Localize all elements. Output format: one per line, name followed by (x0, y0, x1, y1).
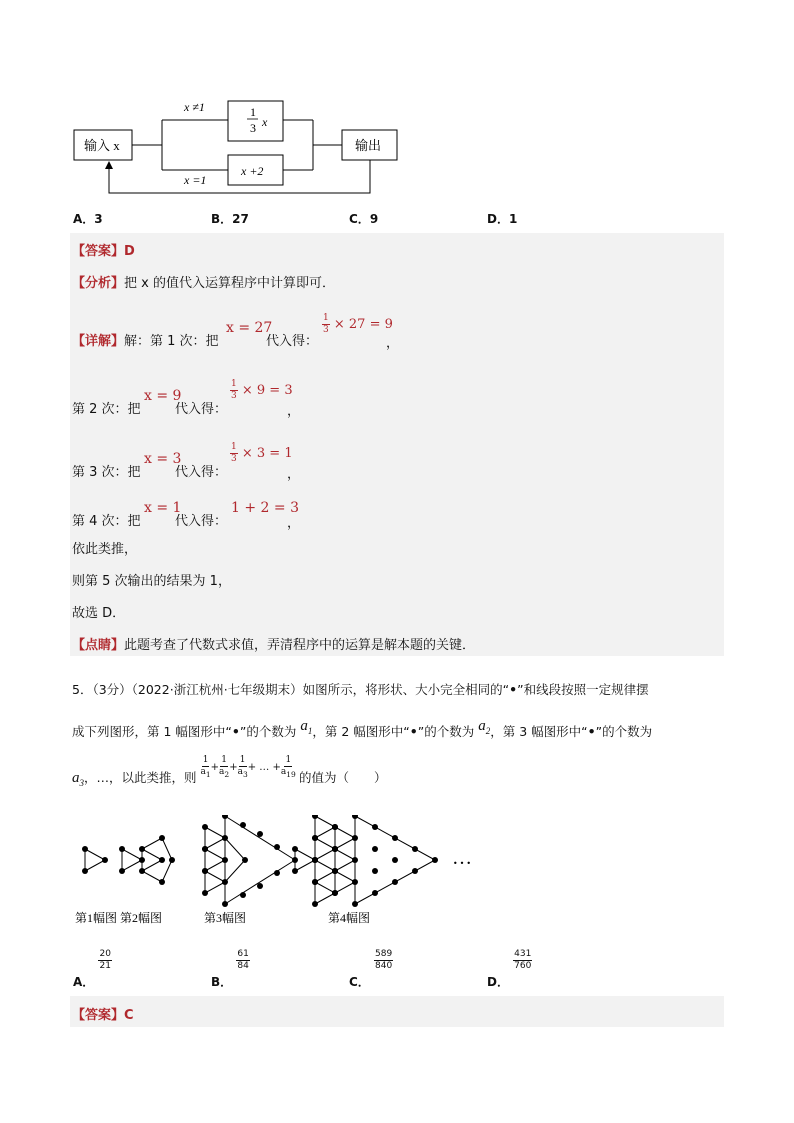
step2-result: $\frac{1}{3}$ × 9 = 3 (231, 379, 293, 401)
q5-answer-line: 【答案】C (72, 1008, 134, 1023)
pattern-dot (119, 846, 125, 852)
fig-label-3: 第3幅图 (204, 911, 247, 925)
pattern-segment (315, 871, 335, 882)
pattern-dot (352, 857, 358, 863)
step3-comma: ， (287, 467, 301, 482)
pattern-segment (85, 860, 105, 871)
pattern-segment (205, 838, 225, 849)
pattern-segment (122, 849, 142, 860)
step2-x: x = 9 (144, 388, 182, 404)
pattern-dot (222, 815, 228, 819)
detail-step2-text: 第 2 次：把 (72, 402, 141, 417)
comment-line: 【点睛】此题考查了代数式求值，弄清程序中的运算是解本题的关键． (72, 638, 476, 653)
pattern-dot (202, 824, 208, 830)
pattern-segment (225, 860, 245, 882)
q4-option-c[interactable]: C．9 (349, 212, 379, 226)
detail-step4-text: 第 4 次：把 (72, 514, 141, 529)
pattern-segment (295, 860, 315, 871)
q5-option-b[interactable]: B． $\frac{61}{84}$ (211, 949, 249, 989)
step4-comma: ， (287, 516, 301, 531)
pattern-dot (119, 868, 125, 874)
pattern-segment (295, 849, 315, 860)
sum-expression: 1 a1 + 1 a2 + 1 a3 + … + 1 a19 (200, 755, 296, 780)
pattern-dot (82, 846, 88, 852)
pattern-dot (274, 844, 280, 850)
step1-result: $\frac{1}{3}$ × 27 = 9 (323, 313, 393, 335)
step3-mid: 代入得： (175, 465, 228, 480)
pattern-dot (312, 857, 318, 863)
pattern-segment (335, 827, 355, 838)
fig-label-4: 第4幅图 (328, 911, 371, 925)
pattern-segment (142, 849, 162, 860)
bottom-box-label: x +2 (241, 164, 264, 178)
pattern-dot (312, 815, 318, 819)
pattern-segment (225, 860, 295, 904)
output-label: 输出 (355, 138, 382, 153)
pattern-dot (292, 846, 298, 852)
pattern-segment (225, 838, 245, 860)
pattern-dot (432, 857, 438, 863)
pattern-dot (202, 868, 208, 874)
pattern-dot (257, 831, 263, 837)
pattern-dot (139, 857, 145, 863)
step1-x: x = 27 (226, 320, 273, 336)
step2-comma: ， (287, 404, 301, 419)
pattern-dot (222, 879, 228, 885)
step3-result: $\frac{1}{3}$ × 3 = 1 (231, 442, 293, 464)
pattern-segment (315, 816, 335, 827)
step3-x: x = 3 (144, 451, 182, 467)
q4-option-b[interactable]: B．27 (211, 212, 249, 226)
pattern-dot (332, 846, 338, 852)
flowchart-diagram (60, 95, 410, 205)
pattern-dot (159, 857, 165, 863)
step4-x: x = 1 (144, 500, 182, 516)
pattern-dot (372, 868, 378, 874)
pattern-segment (315, 838, 335, 849)
pattern-dot (332, 868, 338, 874)
pattern-dot (352, 901, 358, 907)
step1-comma: ， (386, 336, 400, 351)
pattern-segment (315, 882, 335, 893)
pattern-dot (392, 835, 398, 841)
pattern-segment (205, 860, 225, 871)
pattern-segment (142, 838, 162, 849)
pattern-segment (205, 827, 225, 838)
pattern-dot (292, 857, 298, 863)
pattern-dot (139, 868, 145, 874)
q5-option-d[interactable]: D． $\frac{431}{760}$ (487, 949, 532, 989)
pattern-segment (85, 849, 105, 860)
pattern-dot (139, 846, 145, 852)
pattern-segment (205, 871, 225, 882)
top-condition: x ≠1 (184, 100, 205, 114)
pattern-segment (335, 849, 355, 860)
pattern-segment (122, 860, 142, 871)
pattern-segment (315, 860, 335, 871)
q4-option-a[interactable]: A．3 (73, 212, 103, 226)
q5-line3: $a_3$，…，以此类推，则 $^{\frac{1}{a_1} + \frac{1}{a_2} + \frac{1}{a_3} + \dots + \frac{1}{a_{19}}}$ 的值为（ ） (72, 755, 387, 788)
pattern-dot (159, 879, 165, 885)
pattern-dot (412, 868, 418, 874)
pattern-dot (159, 835, 165, 841)
pattern-dot (392, 857, 398, 863)
q5-answer-background (70, 996, 724, 1027)
bottom-condition: x =1 (184, 173, 207, 187)
fig-label-1: 第1幅图 (75, 911, 118, 925)
pattern-dot (372, 890, 378, 896)
solution-background (70, 233, 724, 656)
pattern-segment (225, 816, 295, 860)
analysis-line: 【分析】把 x 的值代入运算程序中计算即可． (72, 276, 335, 291)
detail-step1-text: 【详解】解：第 1 次：把 (72, 334, 219, 349)
q5-option-c[interactable]: C． $\frac{589}{840}$ (349, 949, 393, 989)
pattern-dot (412, 846, 418, 852)
pattern-dot (240, 892, 246, 898)
pattern-dot (332, 824, 338, 830)
pattern-segment (142, 860, 162, 871)
answer-line: 【答案】D (72, 244, 135, 259)
pattern-dot (352, 879, 358, 885)
pattern-segment (315, 893, 335, 904)
pattern-dot (257, 883, 263, 889)
pattern-dot (274, 870, 280, 876)
top-box-numerator: 1 (250, 105, 256, 119)
step4-result: 1 + 2 = 3 (231, 500, 299, 516)
top-box-denominator: 3 (250, 121, 256, 135)
continuation-dots: … (452, 847, 472, 869)
pattern-dot (169, 857, 175, 863)
pattern-dot (202, 846, 208, 852)
step4-mid: 代入得： (175, 514, 228, 529)
step2-mid: 代入得： (175, 402, 228, 417)
pattern-dot (82, 868, 88, 874)
pattern-segment (162, 860, 172, 882)
pattern-segment (335, 860, 355, 871)
pattern-segment (205, 882, 225, 893)
detail-step3-text: 第 3 次：把 (72, 465, 141, 480)
pattern-dot (222, 835, 228, 841)
pattern-segment (205, 849, 225, 860)
pattern-segment (142, 871, 162, 882)
pattern-segment (335, 871, 355, 882)
pattern-dot (292, 868, 298, 874)
input-label: 输入 x (84, 138, 120, 153)
pattern-segment (335, 838, 355, 849)
pattern-dot (222, 857, 228, 863)
pattern-figure (70, 815, 490, 930)
fig-label-2: 第2幅图 (120, 911, 163, 925)
pattern-dot (372, 824, 378, 830)
pattern-segment (315, 827, 335, 838)
pattern-segment (162, 838, 172, 860)
pattern-dot (240, 822, 246, 828)
step1-mid: 代入得： (266, 334, 319, 349)
pattern-dot (312, 835, 318, 841)
pattern-dot (202, 890, 208, 896)
pattern-dot (352, 835, 358, 841)
q5-line2: 成下列图形，第 1 幅图形中“•”的个数为 $a_1$，第 2 幅图形中“•”的个数为 $a_2$，第 3 幅图形中“•”的个数为 (72, 718, 653, 739)
pattern-dot (372, 846, 378, 852)
choose-line: 故选 D． (72, 606, 126, 621)
pattern-dot (352, 815, 358, 819)
pattern-dot (332, 890, 338, 896)
top-box-variable: x (262, 115, 268, 129)
q5-line1: 5．（3分）（2022·浙江杭州·七年级期末）如图所示，将形状、大小完全相同的“•”和线段按照一定规律摆 (72, 682, 649, 697)
analogy-line: 依此类推， (72, 542, 138, 557)
pattern-dot (222, 901, 228, 907)
pattern-dot (392, 879, 398, 885)
q4-option-d[interactable]: D．1 (487, 212, 518, 226)
q5-option-a[interactable]: A． $\frac{20}{21}$ (73, 949, 111, 989)
pattern-segment (315, 849, 335, 860)
fifth-output-line: 则第 5 次输出的结果为 1， (72, 574, 231, 589)
pattern-dot (102, 857, 108, 863)
pattern-dot (312, 901, 318, 907)
pattern-dot (312, 879, 318, 885)
pattern-segment (335, 882, 355, 893)
pattern-dot (242, 857, 248, 863)
